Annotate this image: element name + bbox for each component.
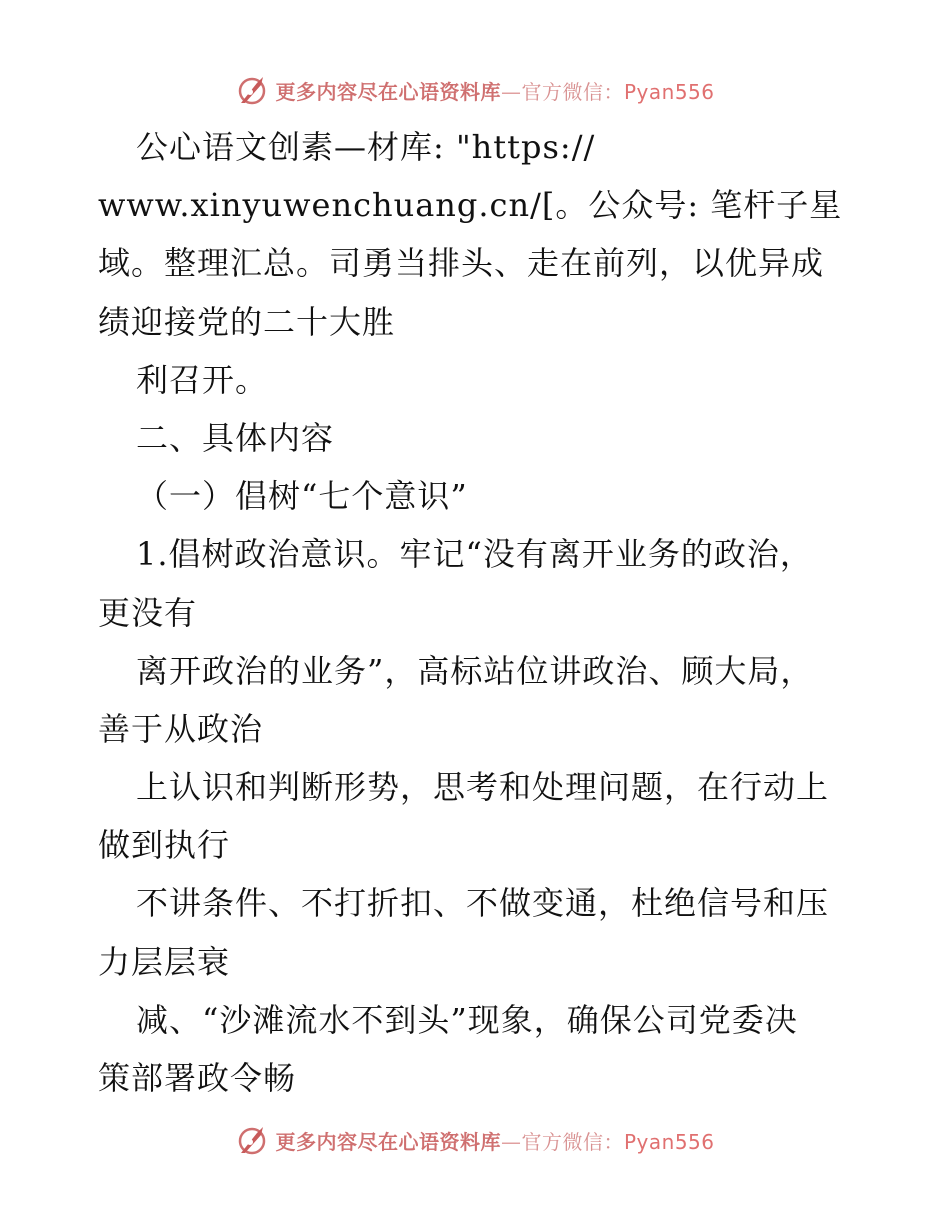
watermark-wechat-label: 官方微信： (521, 1129, 624, 1154)
body-line: 离开政治的业务”，高标站位讲政治、顾大局， (136, 651, 814, 690)
header-watermark-banner (0, 70, 950, 110)
body-line: 做到执行 (98, 826, 231, 865)
quill-pen-seal-icon (235, 73, 269, 107)
watermark-separator: — (500, 79, 522, 104)
body-line: 1.倡树政治意识。牢记“没有离开业务的政治， (136, 535, 813, 574)
watermark-site-name: 更多内容尽在心语资料库 (275, 79, 501, 104)
subsection-heading: （一）倡树“七个意识” (136, 477, 468, 516)
body-line: 绩迎接党的二十大胜 (98, 302, 396, 341)
body-line: 更没有 (98, 593, 198, 632)
watermark-separator: — (500, 1129, 522, 1154)
watermark-wechat-label: 官方微信： (521, 79, 624, 104)
body-line: 不讲条件、不打折扣、不做变通，杜绝信号和压 (136, 884, 830, 923)
body-line: www.xinyuwenchuang.cn/[。公众号: 笔杆子星 (98, 186, 843, 225)
body-line: 域。整理汇总。司勇当排头、走在前列，以优异成 (98, 244, 825, 283)
watermark-wechat-id: Pyan556 (623, 79, 715, 104)
body-line: 上认识和判断形势，思考和处理问题，在行动上 (136, 768, 830, 807)
body-line: 减、“沙滩流水不到头”现象，确保公司党委决 (136, 1000, 798, 1039)
watermark-text (275, 1126, 714, 1155)
body-line: 利召开。 (136, 360, 269, 399)
quill-pen-seal-icon (235, 1123, 269, 1157)
body-line: 力层层衰 (98, 942, 231, 981)
watermark-text (275, 76, 714, 105)
section-heading: 二、具体内容 (136, 418, 335, 457)
footer-watermark-banner (0, 1120, 950, 1160)
body-line: 策部署政令畅 (98, 1059, 297, 1097)
body-line: 公心语文创素—材库: "https:// (136, 128, 596, 166)
document-body (98, 118, 858, 1107)
body-line: 善于从政治 (98, 709, 264, 748)
watermark-site-name: 更多内容尽在心语资料库 (275, 1129, 501, 1154)
watermark-wechat-id: Pyan556 (623, 1129, 715, 1154)
